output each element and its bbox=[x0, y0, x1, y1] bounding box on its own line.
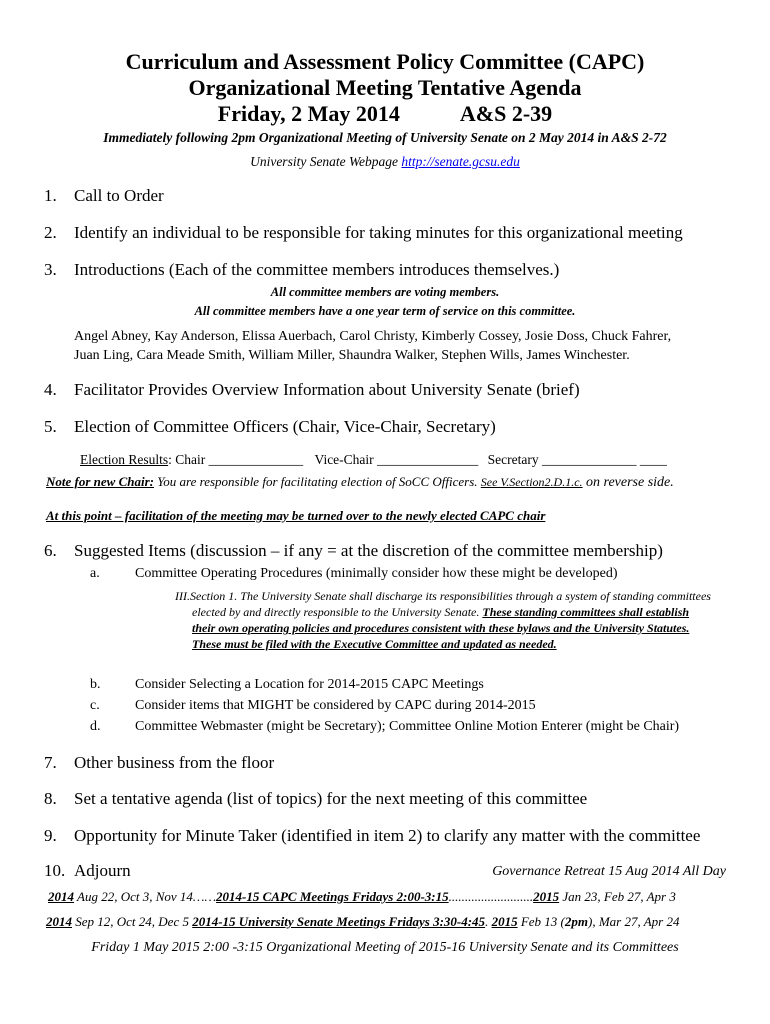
agenda-item-3 bbox=[44, 260, 559, 280]
agenda-item-8 bbox=[44, 789, 587, 809]
note-label: Note for new Chair: bbox=[46, 474, 154, 489]
secretary-field: Secretary ______________ ____ bbox=[487, 452, 667, 467]
year-2014: 2014 bbox=[48, 889, 74, 904]
subitem-b bbox=[90, 677, 484, 693]
agenda-item-7 bbox=[44, 753, 274, 773]
election-label: Election Results bbox=[80, 452, 169, 467]
item-text: Adjourn bbox=[74, 861, 131, 880]
item-text: Opportunity for Minute Taker (identified in item 2) to clarify any matter with the committee bbox=[74, 826, 701, 845]
schedule-row-1 bbox=[48, 889, 676, 905]
members-line-2: Juan Ling, Cara Meade Smith, William Miller, Shaundra Walker, Stephen Wills, James Winchester. bbox=[74, 348, 630, 363]
election-results bbox=[80, 452, 667, 468]
subitem-letter: a. bbox=[90, 566, 100, 581]
year-2015: 2015 bbox=[491, 914, 518, 929]
voting-note-2: All committee members have a one year term of service on this committee. bbox=[194, 304, 576, 318]
item-number: 4. bbox=[44, 380, 57, 399]
schedule-dots: .......................... bbox=[448, 889, 534, 904]
meeting-date: Friday, 2 May 2014 bbox=[217, 101, 400, 126]
item-text: Identify an individual to be responsible for taking minutes for this organizational meeting bbox=[74, 223, 683, 242]
chair-note bbox=[46, 474, 674, 491]
schedule-separator: . bbox=[485, 914, 492, 929]
title-line-1: Curriculum and Assessment Policy Committee (CAPC) bbox=[125, 49, 645, 74]
subitem-a bbox=[90, 566, 618, 582]
footer-note: Friday 1 May 2015 2:00 -3:15 Organizational Meeting of 2015-16 University Senate and its Committees bbox=[91, 940, 679, 955]
agenda-item-10 bbox=[44, 861, 131, 881]
members-line-1: Angel Abney, Kay Anderson, Elissa Auerbach, Carol Christy, Kimberly Cossey, Josie Doss, Chuck Fahrer, bbox=[74, 329, 672, 344]
governance-retreat: Governance Retreat 15 Aug 2014 All Day bbox=[492, 864, 726, 879]
year-2014: 2014 bbox=[46, 914, 72, 929]
bylaw-reference: See V.Section2.D.1.c. bbox=[480, 475, 583, 489]
chair-field: : Chair ______________ bbox=[168, 452, 304, 467]
item-number: 3. bbox=[44, 260, 57, 279]
senate-link[interactable]: http://senate.gcsu.edu bbox=[401, 154, 520, 169]
subitem-text: Consider items that MIGHT be considered by CAPC during 2014-2015 bbox=[135, 698, 536, 713]
title-line-3 bbox=[0, 102, 770, 126]
item-text: Other business from the floor bbox=[74, 753, 275, 772]
webpage-line bbox=[0, 154, 770, 170]
agenda-item-9 bbox=[44, 826, 700, 846]
senate-dates-2015-c: ), Mar 27, Apr 24 bbox=[587, 914, 680, 929]
item-number: 5. bbox=[44, 417, 57, 436]
members-list bbox=[74, 327, 671, 365]
webpage-label: University Senate Webpage bbox=[250, 154, 399, 169]
item-number: 9. bbox=[44, 826, 57, 845]
capc-dates-2014: Aug 22, Oct 3, Nov 14…… bbox=[74, 889, 217, 904]
item-text: Introductions (Each of the committee members introduces themselves.) bbox=[74, 260, 560, 279]
bylaw-quote bbox=[175, 588, 715, 652]
bylaw-plain: III.Section 1. The University Senate shall discharge its responsibilities through a system of standing committees elected by and directly responsible to the University Senate. bbox=[175, 589, 711, 619]
subitem-d bbox=[90, 719, 679, 735]
subitem-c bbox=[90, 698, 536, 714]
title-line-2: Organizational Meeting Tentative Agenda bbox=[188, 75, 582, 100]
item-text: Suggested Items (discussion – if any = at the discretion of the committee membership) bbox=[74, 541, 663, 560]
item-number: 2. bbox=[44, 223, 57, 242]
facilitation-note: At this point – facilitation of the meeting may be turned over to the newly elected CAPC chair bbox=[46, 508, 546, 523]
senate-dates-2015-b: 2pm bbox=[564, 914, 588, 929]
agenda-item-5 bbox=[44, 417, 496, 437]
agenda-item-1 bbox=[44, 186, 164, 206]
item-number: 1. bbox=[44, 186, 57, 205]
bylaw-emphasis: These standing committees shall establish their own operating policies and procedures consistent with these bylaws and the University Statutes. These must be filed with the Executive Committee and updated as needed. bbox=[192, 605, 690, 651]
subitem-letter: c. bbox=[90, 698, 100, 713]
item-text: Election of Committee Officers (Chair, Vice-Chair, Secretary) bbox=[74, 417, 496, 436]
subtitle: Immediately following 2pm Organizational Meeting of University Senate on 2 May 2014 in A&S 2-72 bbox=[103, 130, 667, 145]
item-number: 6. bbox=[44, 541, 57, 560]
subitem-letter: b. bbox=[90, 677, 101, 692]
item-number: 7. bbox=[44, 753, 57, 772]
subitem-text: Committee Operating Procedures (minimally consider how these might be developed) bbox=[135, 566, 618, 581]
senate-dates-2014: Sep 12, Oct 24, Dec 5 bbox=[72, 914, 193, 929]
senate-dates-2015-a: Feb 13 ( bbox=[517, 914, 565, 929]
senate-meetings-label: 2014-15 University Senate Meetings Fridays 3:30-4:45 bbox=[192, 914, 486, 929]
item-number: 8. bbox=[44, 789, 57, 808]
year-2015: 2015 bbox=[533, 889, 560, 904]
item-text: Call to Order bbox=[74, 186, 164, 205]
note-reverse: on reverse side. bbox=[582, 475, 674, 490]
subitem-letter: d. bbox=[90, 719, 101, 734]
item-text: Set a tentative agenda (list of topics) for the next meeting of this committee bbox=[74, 789, 588, 808]
subitem-text: Consider Selecting a Location for 2014-2015 CAPC Meetings bbox=[135, 677, 484, 692]
note-text: You are responsible for facilitating election of SoCC Officers. bbox=[153, 474, 481, 489]
item-text: Facilitator Provides Overview Information about University Senate (brief) bbox=[74, 380, 580, 399]
capc-dates-2015: Jan 23, Feb 27, Apr 3 bbox=[559, 889, 676, 904]
schedule-row-2 bbox=[46, 914, 679, 930]
item-number: 10. bbox=[44, 861, 66, 880]
voting-note-1: All committee members are voting members. bbox=[270, 285, 500, 299]
agenda-item-2 bbox=[44, 223, 683, 243]
meeting-room: A&S 2-39 bbox=[459, 101, 553, 126]
capc-meetings-label: 2014-15 CAPC Meetings Fridays 2:00-3:15 bbox=[216, 889, 449, 904]
agenda-item-4 bbox=[44, 380, 580, 400]
subitem-text: Committee Webmaster (might be Secretary); Committee Online Motion Enterer (might be Chair) bbox=[135, 719, 680, 734]
agenda-item-6 bbox=[44, 541, 663, 561]
vice-chair-field: Vice-Chair _______________ bbox=[314, 452, 479, 467]
